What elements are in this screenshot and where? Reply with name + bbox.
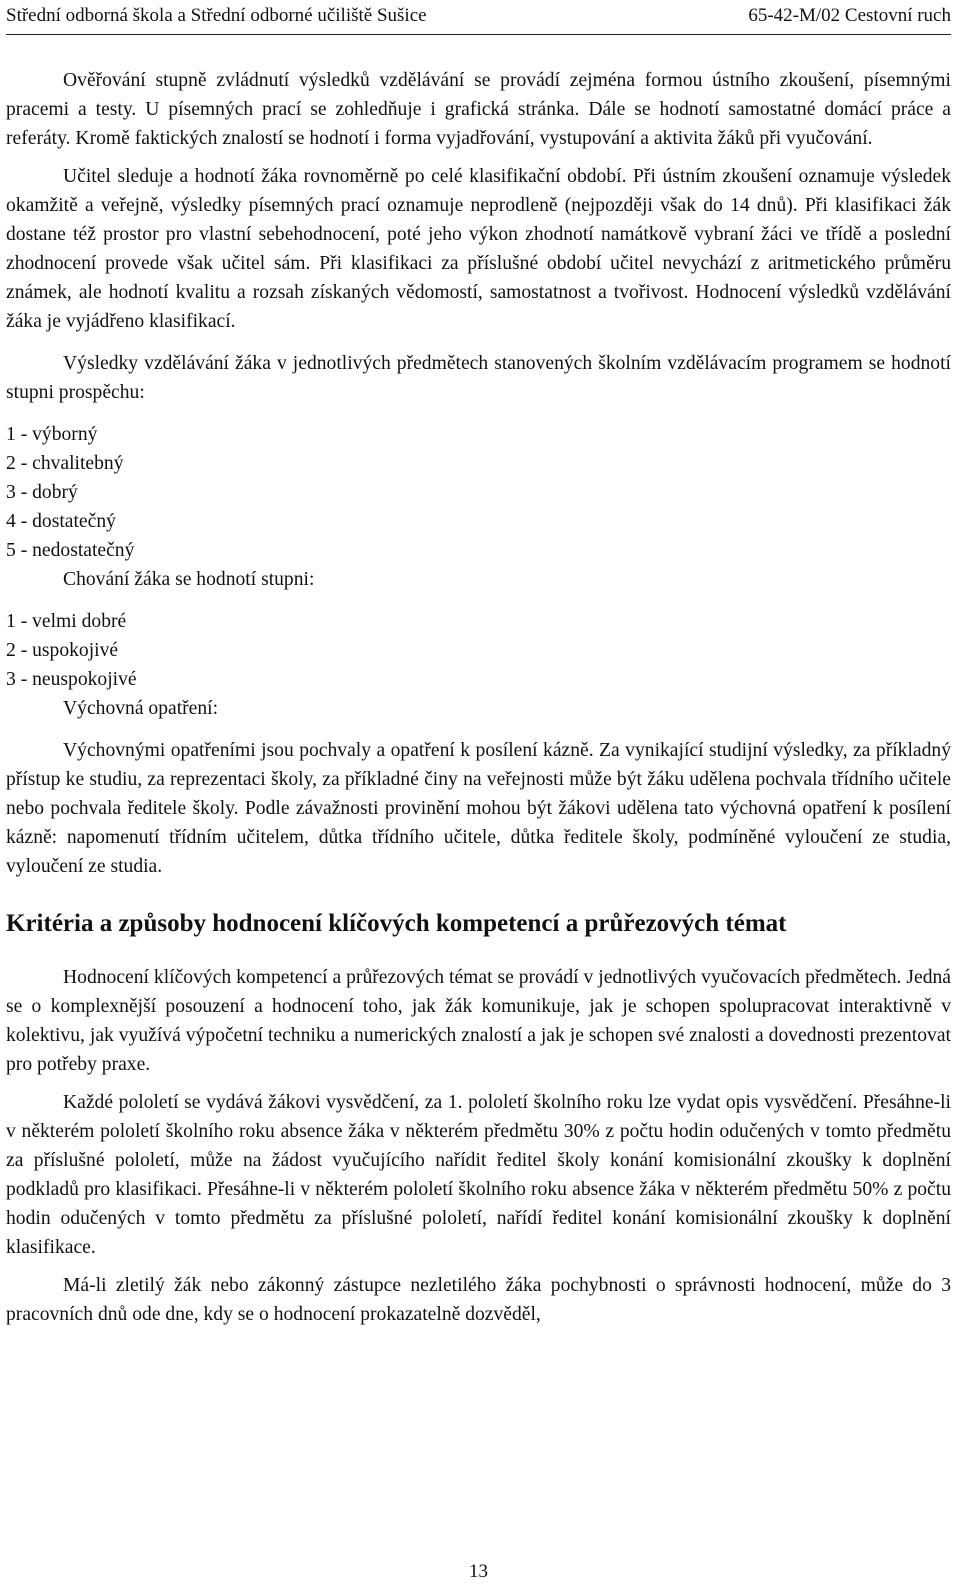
grade-item: 1 - výborný — [6, 424, 98, 445]
paragraph-appeal: Má-li zletilý žák nebo zákonný zástupce nezletilého žáka pochybnosti o správnosti hodnocení, může do 3 pracovních dnů ode dne, kdy se o hodnocení prokazatelně dozvěděl, — [6, 1275, 951, 1325]
behavior-heading: Chování žáka se hodnotí stupni: — [63, 569, 315, 590]
header-school-name: Střední odborná škola a Střední odborné učiliště Sušice — [6, 5, 427, 26]
page-content — [6, 66, 951, 1329]
grade-item: 4 - dostatečný — [6, 511, 116, 532]
paragraph-grade-scale-intro: Výsledky vzdělávání žáka v jednotlivých předmětech stanovených školním vzdělávacím programem se hodnotí stupni prospěchu: — [6, 353, 951, 403]
document-page — [6, 0, 951, 1589]
paragraph-educational-measures: Výchovnými opatřeními jsou pochvaly a opatření k posílení kázně. Za vynikající studijní výsledky, za příkladný přístup ke studiu, za reprezentaci školy, za příkladné činy na veřejnosti může být žáku udělena pochvala třídního učitele nebo pochvala ředitele školy. Podle závažnosti provinění mohou být žákovi udělena tato výchovná opatření k posílení kázně: napomenutí třídním učitelem, důtka třídního učitele, důtka ředitele školy, podmíněné vyloučení ze studia, vyloučení ze studia. — [6, 740, 951, 877]
paragraph-teacher-evaluation: Učitel sleduje a hodnotí žáka rovnoměrně po celé klasifikační období. Při ústním zkoušení oznamuje výsledek okamžitě a veřejně, výsledky písemných prací oznamuje neprodleně (nejpozději však do 14 dnů). Při klasifikaci žák dostane též prostor pro vlastní sebehodnocení, poté jeho výkon zhodnotí namátkově vybraní žáci ve třídě a poslední zhodnocení provede však učitel sám. Při klasifikaci za příslušné období učitel nevychází z aritmetického průměru známek, ale hodnotí kvalitu a rozsah získaných vědomostí, samostatnost a tvořivost. Hodnocení výsledků vzdělávání žáka je vyjádřeno klasifikací. — [6, 166, 951, 332]
grade-item: 2 - chvalitebný — [6, 453, 124, 474]
paragraph-report-card: Každé pololetí se vydává žákovi vysvědčení, za 1. pololetí školního roku lze vydat opis vysvědčení. Přesáhne-li v některém pololetí školního roku absence žáka v některém předmětu 30% z počtu hodin odučených v tomto předmětu za příslušné pololetí, může na žádost vyučujícího nařídit ředitel školy konání komisionální zkoušky k doplnění podkladů pro klasifikaci. Přesáhne-li v některém pololetí školního roku absence žáka v některém předmětu 50% z počtu hodin odučených v tomto předmětu za příslušné pololetí, nařídí ředitel konání komisionální zkoušky k doplnění klasifikace. — [6, 1092, 951, 1258]
behavior-list — [6, 607, 951, 694]
page-number: 13 — [469, 1561, 488, 1582]
behavior-item: 2 - uspokojivé — [6, 640, 119, 661]
grade-item: 5 - nedostatečný — [6, 540, 135, 561]
paragraph-assessment-methods: Ověřování stupně zvládnutí výsledků vzdělávání se provádí zejména formou ústního zkoušení, písemnými pracemi a testy. U písemných prací se zohledňuje i grafická stránka. Dále se hodnotí samostatné domácí práce a referáty. Kromě faktických znalostí se hodnotí i forma vyjadřování, vystupování a aktivita žáků při vyučování. — [6, 70, 951, 149]
grade-item: 3 - dobrý — [6, 482, 78, 503]
measures-heading: Výchovná opatření: — [63, 698, 219, 719]
grade-list — [6, 420, 951, 565]
behavior-item: 3 - neuspokojivé — [6, 669, 137, 690]
page-header — [6, 2, 951, 35]
section-title: Kritéria a způsoby hodnocení klíčových kompetencí a průřezových témat — [6, 910, 787, 937]
paragraph-key-competences: Hodnocení klíčových kompetencí a průřezových témat se provádí v jednotlivých vyučovacích předmětech. Jedná se o komplexnější posouzení a hodnocení toho, jak žák komunikuje, jak je schopen spolupracovat interaktivně v kolektivu, jak využívá výpočetní techniku a numerických znalostí a jak je schopen své znalosti a dovednosti prezentovat pro potřeby praxe. — [6, 967, 951, 1075]
behavior-item: 1 - velmi dobré — [6, 611, 127, 632]
header-program-code: 65-42-M/02 Cestovní ruch — [748, 5, 951, 26]
